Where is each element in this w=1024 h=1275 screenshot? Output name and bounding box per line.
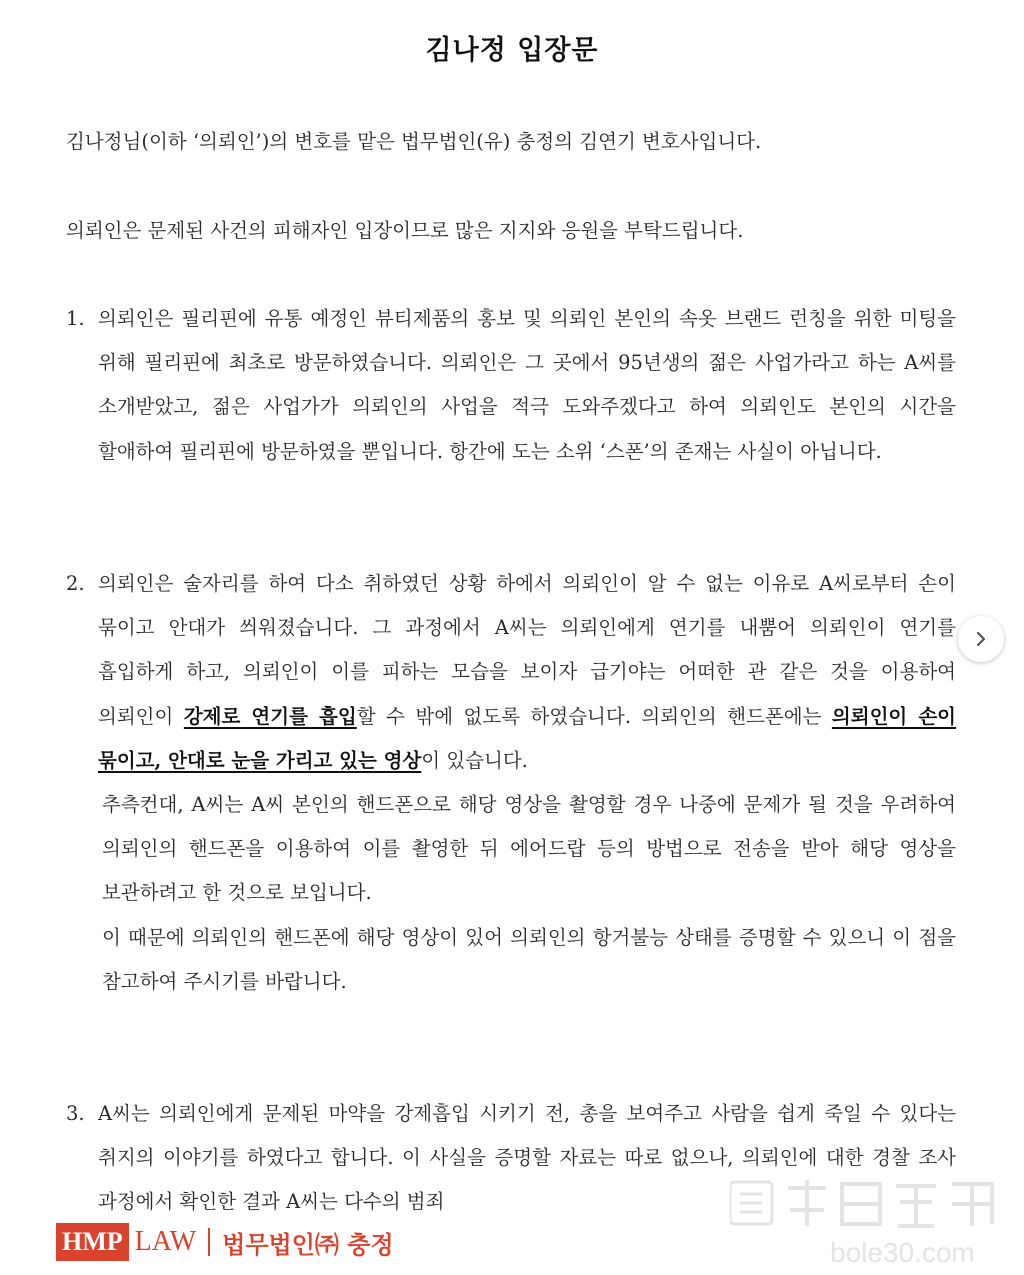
list-item-2 (66, 562, 956, 1004)
logo-firm-name: 법무법인㈜ 충정 (222, 1230, 394, 1259)
item-sub-paragraph: 추측컨대, A씨는 A씨 본인의 핸드폰으로 해당 영상을 촬영할 경우 나중에 문제가 될 것을 우려하여 의뢰인의 핸드폰을 이용하여 이를 촬영한 뒤 에어드랍 등의 방법으로 전송을 받아 해당 영상을 보관하려고 한 것으로 보입니다. (102, 793, 956, 905)
site-watermark (730, 1170, 1010, 1270)
firm-logo (56, 1222, 394, 1262)
emphasis-forced-inhalation: 강제로 연기를 흡입 (183, 704, 357, 728)
emphasis-video-evidence: 의뢰인이 손이 묶이고, 안대로 눈을 가리고 있는 영상 (98, 704, 957, 772)
page-title: 김나정 입장문 (425, 35, 599, 66)
next-slide-button[interactable] (958, 616, 1004, 662)
chevron-right-icon (972, 630, 990, 648)
support-paragraph: 의뢰인은 문제된 사건의 피해자인 입장이므로 많은 지지와 응원을 부탁드립니다. (66, 219, 744, 242)
logo-hmp: HMP (56, 1223, 129, 1261)
item-text-part: 의뢰인은 술자리를 하여 다소 취하였던 상황 하에서 의뢰인이 알 수 없는 이유로 A씨로부터 손이 묶이고 안대가 씌워졌습니다. 그 과정에서 A씨는 의뢰인에게 연기를 내뿜어 의뢰인이 연기를 흡입하게 하고, 의뢰인이 이를 피하는 모습을 보이자 급기야는 어떠한 관 같은 것을 이용하여 의뢰인이 (98, 572, 956, 728)
watermark-text: bole30.com (830, 1237, 975, 1268)
item-number: 2. (66, 572, 85, 595)
item-sub-paragraph: 이 때문에 의뢰인의 핸드폰에 해당 영상이 있어 의뢰인의 항거불능 상태를 증명할 수 있으니 이 점을 참고하여 주시기를 바랍니다. (102, 925, 956, 993)
list-item-1 (66, 297, 956, 474)
item-text-part: 할 수 밖에 없도록 하였습니다. 의뢰인의 핸드폰에는 (356, 704, 832, 728)
item-number: 1. (66, 307, 85, 330)
logo-law: LAW (134, 1226, 197, 1257)
item-text-part: 이 있습니다. (421, 748, 528, 772)
logo-divider (208, 1228, 210, 1256)
intro-paragraph: 김나정님(이하 ‘의뢰인’)의 변호를 맡은 법무법인(유) 충정의 김연기 변호사입니다. (66, 130, 762, 153)
item-body (98, 562, 956, 783)
item-body: A씨는 의뢰인에게 문제된 마약을 강제흡입 시키기 전, 총을 보여주고 사람을 쉽게 죽일 수 있다는 취지의 이야기를 하였다고 합니다. 이 사실을 증명할 자료는 따로 없으나, 의뢰인에 대한 경찰 조사 과정에서 확인한 결과 A씨는 다수의 범죄 (98, 1102, 956, 1214)
item-number: 3. (66, 1102, 85, 1125)
item-body: 의뢰인은 필리핀에 유통 예정인 뷰티제품의 홍보 및 의뢰인 본인의 속옷 브랜드 런칭을 위한 미팅을 위해 필리핀에 최초로 방문하였습니다. 의뢰인은 그 곳에서 95년생의 젊은 사업가라고 하는 A씨를 소개받았고, 젊은 사업가가 의뢰인의 사업을 적극 도와주겠다고 하여 의뢰인도 본인의 시간을 할애하여 필리핀에 방문하였을 뿐입니다. 항간에 도는 소위 ‘스폰’의 존재는 사실이 아닙니다. (98, 307, 956, 463)
